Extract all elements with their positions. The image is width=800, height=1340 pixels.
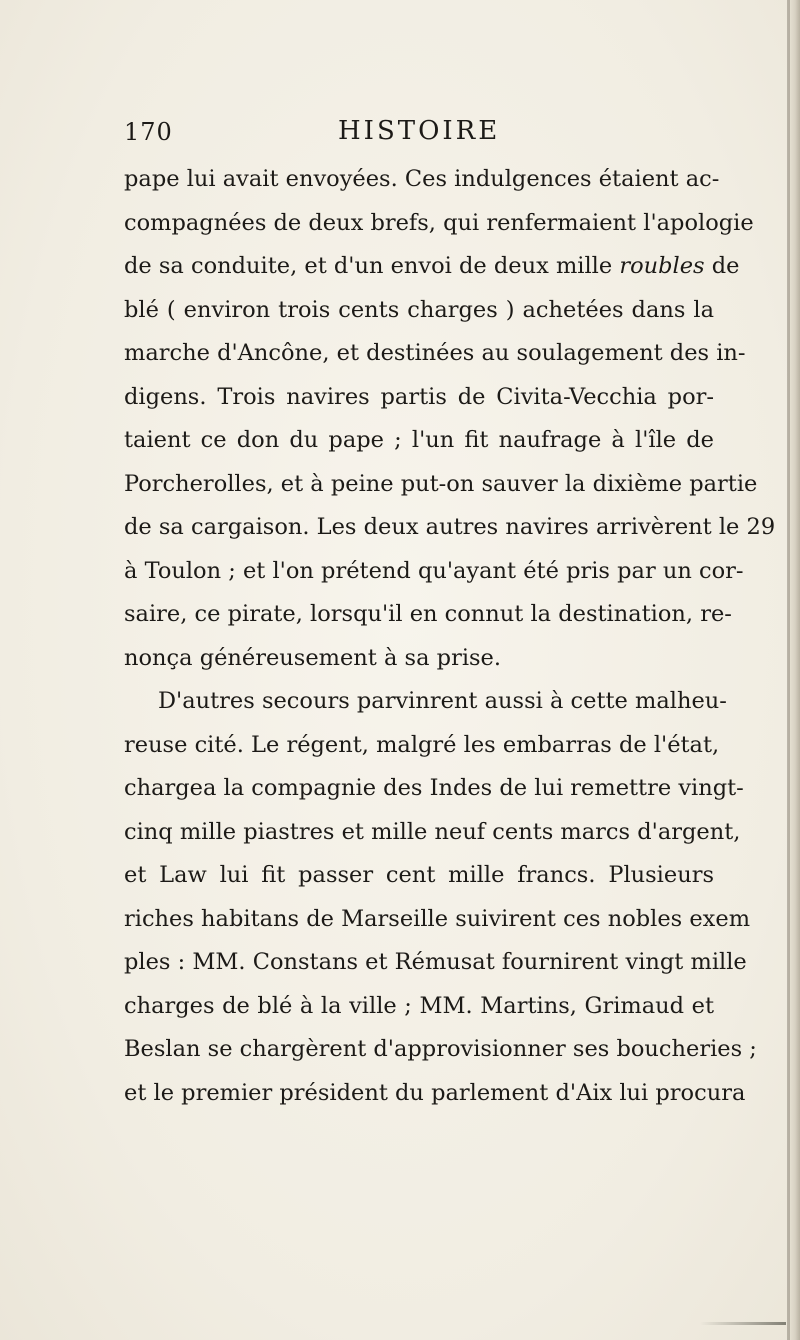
text-line: digens. Trois navires partis de Civita-Vecchia por- [124,383,714,410]
text-line: nonça généreusement à sa prise. [124,644,502,671]
text-segment: de sa conduite, et d'un envoi de deux mille [124,253,613,279]
text-line: Beslan se chargèrent d'approvisionner ses boucheries ; [124,1036,757,1062]
text-line: pape lui avait envoyées. Ces indulgences étaient ac- [124,166,720,192]
text-line: de sa cargaison. Les deux autres navires arrivèrent le 29 [124,514,776,540]
text-segment: de [711,253,740,279]
text-line: charges de blé à la ville ; MM. Martins, Grimaud et [124,992,714,1019]
scan-mark [700,1322,786,1325]
text-line: marche d'Ancône, et destinées au soulagement des in- [124,340,746,366]
page-number: 170 [124,118,173,146]
text-line: saire, ce pirate, lorsqu'il en connut la destination, re- [124,601,732,627]
text-line: taient ce don du pape ; l'un fit naufrage à l'île de [124,427,714,453]
page-edge-shadow [787,0,790,1340]
text-line: compagnées de deux brefs, qui renfermaient l'apologie [124,209,754,236]
text-line: à Toulon ; et l'on prétend qu'ayant été pris par un cor- [124,557,744,584]
text-line: Porcherolles, et à peine put-on sauver la dixième partie [124,470,758,497]
italic-word: roubles [619,253,705,279]
text-line: et le premier président du parlement d'Aix lui procura [124,1079,746,1106]
body-text [124,158,776,1115]
text-line: cinq mille piastres et mille neuf cents marcs d'argent, [124,818,741,845]
text-line: chargea la compagnie des Indes de lui remettre vingt- [124,775,744,801]
text-line: reuse cité. Le régent, malgré les embarras de l'état, [124,731,720,758]
text-line: et Law lui fit passer cent mille francs. Plusieurs [124,862,714,888]
running-head: HISTOIRE [338,116,501,146]
text-line [124,245,740,289]
text-line: blé ( environ trois cents charges ) achetées dans la [124,296,714,323]
text-line: riches habitans de Marseille suivirent ces nobles exem [124,905,751,932]
text-line: ples : MM. Constans et Rémusat fournirent vingt mille [124,949,747,975]
text-line: D'autres secours parvinrent aussi à cette malheu- [158,688,727,714]
